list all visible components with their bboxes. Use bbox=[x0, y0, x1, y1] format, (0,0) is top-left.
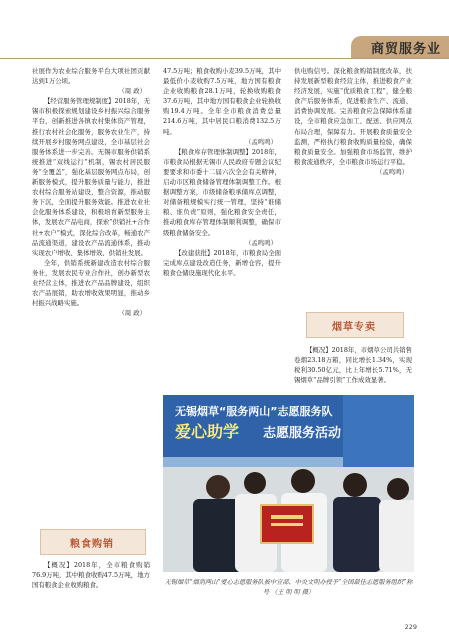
column-1 bbox=[32, 66, 150, 318]
page-number: 229 bbox=[404, 623, 417, 631]
paragraph: 社展作为农业综合服务平台大项社团贡献达到1万公顷。 bbox=[32, 67, 150, 86]
paragraph: 【经营服务管理规制度】2018年，无锡市积极探索规划建设乡村振兴综合服务平台，创新推进各镇农村集体资产管理，推行农村社会化服务，服务农业生产，持续开展乡村服务网点建设，全市基层社会服务体系进一步完善。无锡市服务供销系统推进“双线运行”机制，锡农村居民服务“全覆盖”，强化基层服务网点布局，创新服务模式，提升服务质量与能力，推进农村综合服务站建设，整合资源，推动服务下沉，全面提升服务效能。推进农业社会化服务体系建设，积极培育新型服务主体，发展农产品电商，探索“供销社+合作社+农户”模式，深化综合改革，畅通农产品流通渠道，建设农产品流通体系，推动实现农户增收、集体增效、供销社发展。 bbox=[32, 97, 150, 257]
paragraph: 47.5万吨；粮食收购小麦39.5万吨，其中最低价小麦收购7.5万吨，地方国有粮食企业收购粮食28.1万吨，轮换收购粮食37.6万吨，其中地方国有粮食企业轮换收购19.4万吨。全年全市粮食消费总量214.6万吨，其中居民口粮消费132.5万吨。 bbox=[163, 67, 281, 136]
paragraph: 【粮食库存管理体制调整】2018年，市粮食局根据无锡市人民政府专题会议纪要要求和市委十二届六次全会有关精神，启动市区粮食储备管理体制调整工作。根据调整方案，市级储备粮承储库点调整，对储备粮规模实行统一管理，坚持“谁储粮、谁负责”原则，强化粮食安全责任，推动粮食库存管理体制顺利调整，确保市级粮食储备安全。 bbox=[163, 147, 281, 237]
paragraph: 【概况】2018年，市烟草公司共销售卷烟23.18万箱，同比增长1.34%，实现税利30.50亿元，比上年增长5.71%，无锡烟草“品牌引领”工作成效显著。 bbox=[294, 346, 412, 385]
paragraph: 【改建获批】2018年，市粮食局全面完成库点建设改造任务，新增仓容，提升粮食仓储设施现代化水平。 bbox=[163, 248, 281, 277]
section-heading: 粮食购销 bbox=[70, 539, 114, 550]
banner-line-3: 志愿服务活动 bbox=[263, 426, 342, 441]
author-credit: （周 政） bbox=[118, 309, 146, 318]
column-3 bbox=[294, 66, 412, 177]
paragraph: 供电购信号。深化粮食购销制度改革，扶持发展新型粮食经营主体，推进粮食产业经济发展，实施“优质粮食工程”，健全粮食产后服务体系，促进粮食生产、流通、消费协调发展。完善粮食应急保障体系建设，全市粮食应急加工、配送、供应网点布局合理，保障有力。开展粮食质量安全监测，严格执行粮食收购质量检验，确保粮食质量安全。加强粮食市场监管，维护粮食流通秩序，全市粮食市场运行平稳。 bbox=[294, 67, 412, 166]
author-credit: （孟鸣鸣） bbox=[245, 137, 277, 146]
photo-caption bbox=[163, 578, 414, 598]
caption-text: 无锡烟草“烟消两山”爱心志愿服务队被中宣部、中央文明办授予“全国最佳志愿服务组织”称号 bbox=[164, 579, 413, 596]
author-credit: （孟鸣鸣） bbox=[245, 238, 277, 247]
section-heading: 烟草专卖 bbox=[332, 322, 376, 333]
banner-line-1: 无锡烟草“服务两山”志愿服务队 bbox=[175, 405, 333, 418]
author-credit: （孟鸣鸣） bbox=[376, 167, 408, 176]
event-photo bbox=[163, 395, 414, 572]
paragraph: 【概况】2018年，全市粮食购销76.9万吨，其中粮食收购47.5万吨，地方国有粮食企业收购粮食。 bbox=[32, 561, 150, 590]
header-rule bbox=[0, 58, 449, 59]
photo-illustration bbox=[163, 395, 414, 572]
caption-author: （王 明 明 摄） bbox=[271, 589, 315, 596]
banner-line-2: 爱心助学 bbox=[175, 422, 240, 441]
section-header-title: 商贸服务业 bbox=[370, 42, 441, 57]
column-1-lower bbox=[32, 560, 150, 590]
column-2 bbox=[163, 66, 281, 278]
author-credit: （周 政） bbox=[118, 87, 146, 96]
paragraph: 全年，供销系统新建改造农村综合服务社，发展农民专业合作社，创办新型农业经营主体，推进农产品品牌建设，组织农产品展销，助农增收效果明显，推动乡村振兴战略实施。 bbox=[32, 258, 150, 308]
column-3-lower bbox=[294, 345, 412, 385]
